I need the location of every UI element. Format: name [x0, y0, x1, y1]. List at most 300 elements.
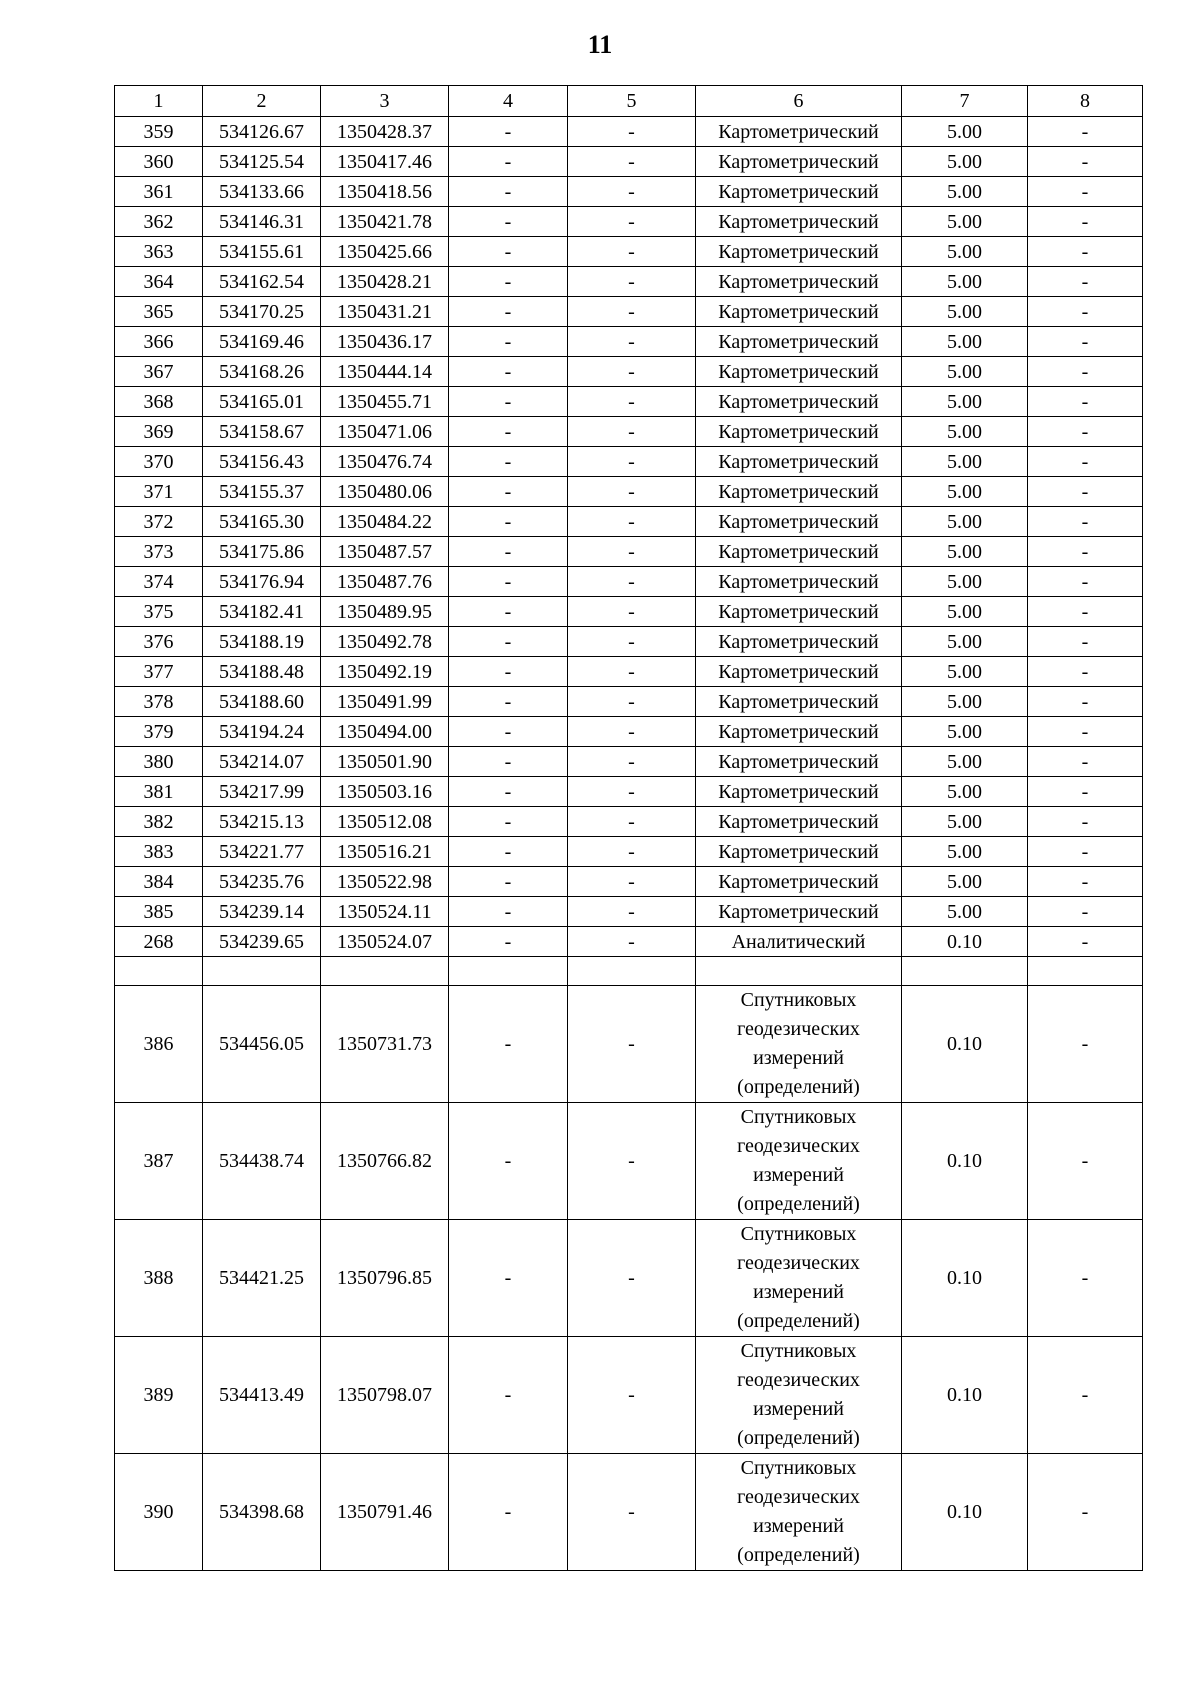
- column-4-cell: -: [449, 837, 568, 867]
- table-row: [115, 897, 1143, 927]
- column-5-cell: -: [568, 1103, 696, 1220]
- x-coordinate-cell: 534175.86: [203, 537, 321, 567]
- accuracy-cell: 5.00: [902, 147, 1028, 177]
- y-coordinate-cell: 1350492.78: [321, 627, 449, 657]
- y-coordinate-cell: 1350417.46: [321, 147, 449, 177]
- accuracy-cell: 5.00: [902, 897, 1028, 927]
- x-coordinate-cell: 534169.46: [203, 327, 321, 357]
- x-coordinate-cell: 534188.48: [203, 657, 321, 687]
- x-coordinate-cell: 534194.24: [203, 717, 321, 747]
- accuracy-cell: 0.10: [902, 1103, 1028, 1220]
- method-line: (определений): [737, 1544, 860, 1566]
- y-coordinate-cell: 1350480.06: [321, 477, 449, 507]
- method-cell: [696, 986, 902, 1103]
- column-5-cell: -: [568, 986, 696, 1103]
- empty-cell: [1028, 957, 1143, 986]
- column-4-cell: -: [449, 477, 568, 507]
- method-line: измерений: [753, 1281, 844, 1303]
- note-cell: -: [1028, 687, 1143, 717]
- note-cell: -: [1028, 927, 1143, 957]
- y-coordinate-cell: 1350487.76: [321, 567, 449, 597]
- table-row: [115, 1103, 1143, 1220]
- note-cell: -: [1028, 117, 1143, 147]
- method-line: измерений: [753, 1515, 844, 1537]
- empty-cell: [568, 957, 696, 986]
- table-row: [115, 1220, 1143, 1337]
- y-coordinate-cell: 1350516.21: [321, 837, 449, 867]
- x-coordinate-cell: 534176.94: [203, 567, 321, 597]
- accuracy-cell: 5.00: [902, 867, 1028, 897]
- method-line: измерений: [753, 1398, 844, 1420]
- note-cell: -: [1028, 297, 1143, 327]
- accuracy-cell: 5.00: [902, 717, 1028, 747]
- note-cell: -: [1028, 1103, 1143, 1220]
- y-coordinate-cell: 1350524.11: [321, 897, 449, 927]
- header-cell: 4: [449, 86, 568, 117]
- x-coordinate-cell: 534235.76: [203, 867, 321, 897]
- accuracy-cell: 5.00: [902, 657, 1028, 687]
- accuracy-cell: 5.00: [902, 387, 1028, 417]
- method-cell: [696, 1454, 902, 1571]
- x-coordinate-cell: 534158.67: [203, 417, 321, 447]
- column-5-cell: -: [568, 237, 696, 267]
- table-row: [115, 927, 1143, 957]
- note-cell: -: [1028, 327, 1143, 357]
- table-row: [115, 447, 1143, 477]
- note-cell: -: [1028, 627, 1143, 657]
- accuracy-cell: 5.00: [902, 627, 1028, 657]
- column-5-cell: -: [568, 807, 696, 837]
- y-coordinate-cell: 1350522.98: [321, 867, 449, 897]
- table-row: [115, 717, 1143, 747]
- column-4-cell: -: [449, 927, 568, 957]
- x-coordinate-cell: 534155.61: [203, 237, 321, 267]
- accuracy-cell: 0.10: [902, 927, 1028, 957]
- accuracy-cell: 5.00: [902, 327, 1028, 357]
- table-row: [115, 237, 1143, 267]
- column-4-cell: -: [449, 417, 568, 447]
- y-coordinate-cell: 1350444.14: [321, 357, 449, 387]
- method-cell: Картометрический: [696, 207, 902, 237]
- point-number-cell: 367: [115, 357, 203, 387]
- point-number-cell: 372: [115, 507, 203, 537]
- column-5-cell: -: [568, 537, 696, 567]
- x-coordinate-cell: 534182.41: [203, 597, 321, 627]
- column-5-cell: -: [568, 567, 696, 597]
- accuracy-cell: 5.00: [902, 297, 1028, 327]
- table-row: [115, 657, 1143, 687]
- table-row: [115, 507, 1143, 537]
- table-row: [115, 357, 1143, 387]
- point-number-cell: 381: [115, 777, 203, 807]
- column-4-cell: -: [449, 357, 568, 387]
- table-row: [115, 207, 1143, 237]
- note-cell: -: [1028, 1454, 1143, 1571]
- x-coordinate-cell: 534155.37: [203, 477, 321, 507]
- point-number-cell: 360: [115, 147, 203, 177]
- note-cell: -: [1028, 237, 1143, 267]
- header-cell: 6: [696, 86, 902, 117]
- column-4-cell: -: [449, 507, 568, 537]
- note-cell: -: [1028, 867, 1143, 897]
- column-5-cell: -: [568, 1220, 696, 1337]
- y-coordinate-cell: 1350791.46: [321, 1454, 449, 1571]
- header-cell: 8: [1028, 86, 1143, 117]
- column-4-cell: -: [449, 447, 568, 477]
- x-coordinate-cell: 534221.77: [203, 837, 321, 867]
- note-cell: -: [1028, 747, 1143, 777]
- column-4-cell: -: [449, 777, 568, 807]
- header-cell: 7: [902, 86, 1028, 117]
- column-4-cell: -: [449, 147, 568, 177]
- coordinates-table: [114, 85, 1143, 1571]
- point-number-cell: 366: [115, 327, 203, 357]
- note-cell: -: [1028, 837, 1143, 867]
- note-cell: -: [1028, 807, 1143, 837]
- method-cell: Картометрический: [696, 417, 902, 447]
- y-coordinate-cell: 1350418.56: [321, 177, 449, 207]
- column-4-cell: -: [449, 267, 568, 297]
- accuracy-cell: 5.00: [902, 567, 1028, 597]
- y-coordinate-cell: 1350476.74: [321, 447, 449, 477]
- point-number-cell: 359: [115, 117, 203, 147]
- table-row: [115, 147, 1143, 177]
- column-5-cell: -: [568, 447, 696, 477]
- point-number-cell: 383: [115, 837, 203, 867]
- note-cell: -: [1028, 1220, 1143, 1337]
- point-number-cell: 377: [115, 657, 203, 687]
- table-row: [115, 777, 1143, 807]
- column-4-cell: -: [449, 207, 568, 237]
- method-line: (определений): [737, 1310, 860, 1332]
- method-line: Спутниковых: [740, 1106, 857, 1128]
- note-cell: -: [1028, 567, 1143, 597]
- column-4-cell: -: [449, 1220, 568, 1337]
- y-coordinate-cell: 1350425.66: [321, 237, 449, 267]
- header-row: [115, 86, 1143, 117]
- note-cell: -: [1028, 657, 1143, 687]
- method-line: геодезических: [737, 1252, 860, 1274]
- x-coordinate-cell: 534239.14: [203, 897, 321, 927]
- method-cell: Картометрический: [696, 267, 902, 297]
- accuracy-cell: 5.00: [902, 837, 1028, 867]
- note-cell: -: [1028, 986, 1143, 1103]
- column-5-cell: -: [568, 477, 696, 507]
- column-5-cell: -: [568, 1454, 696, 1571]
- column-4-cell: -: [449, 1103, 568, 1220]
- column-5-cell: -: [568, 627, 696, 657]
- y-coordinate-cell: 1350798.07: [321, 1337, 449, 1454]
- method-cell: Картометрический: [696, 837, 902, 867]
- x-coordinate-cell: 534156.43: [203, 447, 321, 477]
- point-number-cell: 368: [115, 387, 203, 417]
- note-cell: -: [1028, 417, 1143, 447]
- method-cell: Картометрический: [696, 717, 902, 747]
- note-cell: -: [1028, 357, 1143, 387]
- accuracy-cell: 5.00: [902, 537, 1028, 567]
- column-5-cell: -: [568, 267, 696, 297]
- point-number-cell: 379: [115, 717, 203, 747]
- method-line: геодезических: [737, 1018, 860, 1040]
- column-4-cell: -: [449, 747, 568, 777]
- accuracy-cell: 5.00: [902, 687, 1028, 717]
- column-4-cell: -: [449, 897, 568, 927]
- note-cell: -: [1028, 267, 1143, 297]
- method-cell: Картометрический: [696, 537, 902, 567]
- column-4-cell: -: [449, 687, 568, 717]
- method-line: геодезических: [737, 1369, 860, 1391]
- column-4-cell: -: [449, 657, 568, 687]
- column-4-cell: -: [449, 717, 568, 747]
- point-number-cell: 385: [115, 897, 203, 927]
- column-5-cell: -: [568, 657, 696, 687]
- accuracy-cell: 0.10: [902, 1337, 1028, 1454]
- method-cell: Картометрический: [696, 657, 902, 687]
- method-cell: Картометрический: [696, 807, 902, 837]
- table-row: [115, 867, 1143, 897]
- point-number-cell: 362: [115, 207, 203, 237]
- method-line: (определений): [737, 1193, 860, 1215]
- table-row: [115, 986, 1143, 1103]
- accuracy-cell: 5.00: [902, 207, 1028, 237]
- method-cell: Картометрический: [696, 447, 902, 477]
- note-cell: -: [1028, 177, 1143, 207]
- x-coordinate-cell: 534188.60: [203, 687, 321, 717]
- point-number-cell: 378: [115, 687, 203, 717]
- column-5-cell: -: [568, 297, 696, 327]
- method-line: измерений: [753, 1047, 844, 1069]
- column-5-cell: -: [568, 927, 696, 957]
- header-cell: 2: [203, 86, 321, 117]
- y-coordinate-cell: 1350471.06: [321, 417, 449, 447]
- column-5-cell: -: [568, 717, 696, 747]
- method-cell: Картометрический: [696, 597, 902, 627]
- header-cell: 5: [568, 86, 696, 117]
- point-number-cell: 387: [115, 1103, 203, 1220]
- column-4-cell: -: [449, 387, 568, 417]
- accuracy-cell: 5.00: [902, 597, 1028, 627]
- x-coordinate-cell: 534165.30: [203, 507, 321, 537]
- empty-cell: [449, 957, 568, 986]
- x-coordinate-cell: 534165.01: [203, 387, 321, 417]
- method-line: геодезических: [737, 1486, 860, 1508]
- header-cell: 3: [321, 86, 449, 117]
- method-cell: Картометрический: [696, 477, 902, 507]
- column-4-cell: -: [449, 627, 568, 657]
- accuracy-cell: 5.00: [902, 777, 1028, 807]
- column-4-cell: -: [449, 597, 568, 627]
- empty-cell: [115, 957, 203, 986]
- column-4-cell: -: [449, 117, 568, 147]
- point-number-cell: 371: [115, 477, 203, 507]
- table-row: [115, 387, 1143, 417]
- table-row: [115, 1454, 1143, 1571]
- x-coordinate-cell: 534188.19: [203, 627, 321, 657]
- point-number-cell: 389: [115, 1337, 203, 1454]
- method-cell: Картометрический: [696, 117, 902, 147]
- accuracy-cell: 5.00: [902, 117, 1028, 147]
- point-number-cell: 380: [115, 747, 203, 777]
- x-coordinate-cell: 534239.65: [203, 927, 321, 957]
- method-cell: Картометрический: [696, 627, 902, 657]
- note-cell: -: [1028, 537, 1143, 567]
- empty-cell: [321, 957, 449, 986]
- y-coordinate-cell: 1350421.78: [321, 207, 449, 237]
- method-line: Спутниковых: [740, 1457, 857, 1479]
- method-cell: [696, 1220, 902, 1337]
- column-5-cell: -: [568, 147, 696, 177]
- accuracy-cell: 5.00: [902, 417, 1028, 447]
- page-number: 11: [587, 30, 613, 59]
- y-coordinate-cell: 1350503.16: [321, 777, 449, 807]
- note-cell: -: [1028, 387, 1143, 417]
- point-number-cell: 375: [115, 597, 203, 627]
- y-coordinate-cell: 1350428.37: [321, 117, 449, 147]
- table-row: [115, 807, 1143, 837]
- y-coordinate-cell: 1350428.21: [321, 267, 449, 297]
- y-coordinate-cell: 1350494.00: [321, 717, 449, 747]
- method-line: Спутниковых: [740, 989, 857, 1011]
- column-5-cell: -: [568, 897, 696, 927]
- method-cell: Картометрический: [696, 297, 902, 327]
- column-5-cell: -: [568, 777, 696, 807]
- y-coordinate-cell: 1350492.19: [321, 657, 449, 687]
- column-5-cell: -: [568, 357, 696, 387]
- note-cell: -: [1028, 477, 1143, 507]
- column-4-cell: -: [449, 237, 568, 267]
- method-cell: [696, 1337, 902, 1454]
- table-row: [115, 117, 1143, 147]
- x-coordinate-cell: 534126.67: [203, 117, 321, 147]
- x-coordinate-cell: 534456.05: [203, 986, 321, 1103]
- blank-row: [115, 957, 1143, 986]
- column-5-cell: -: [568, 387, 696, 417]
- empty-cell: [203, 957, 321, 986]
- column-4-cell: -: [449, 807, 568, 837]
- note-cell: -: [1028, 1337, 1143, 1454]
- x-coordinate-cell: 534215.13: [203, 807, 321, 837]
- table-row: [115, 477, 1143, 507]
- table-row: [115, 627, 1143, 657]
- method-cell: Картометрический: [696, 177, 902, 207]
- column-4-cell: -: [449, 1454, 568, 1571]
- method-cell: Картометрический: [696, 327, 902, 357]
- method-cell: Картометрический: [696, 507, 902, 537]
- y-coordinate-cell: 1350487.57: [321, 537, 449, 567]
- note-cell: -: [1028, 717, 1143, 747]
- table-row: [115, 747, 1143, 777]
- table-row: [115, 1337, 1143, 1454]
- method-cell: Картометрический: [696, 897, 902, 927]
- column-4-cell: -: [449, 1337, 568, 1454]
- method-cell: Картометрический: [696, 147, 902, 177]
- y-coordinate-cell: 1350455.71: [321, 387, 449, 417]
- method-line: (определений): [737, 1427, 860, 1449]
- table-row: [115, 597, 1143, 627]
- table-row: [115, 297, 1143, 327]
- x-coordinate-cell: 534413.49: [203, 1337, 321, 1454]
- method-line: Спутниковых: [740, 1223, 857, 1245]
- point-number-cell: 361: [115, 177, 203, 207]
- column-5-cell: -: [568, 177, 696, 207]
- method-cell: Картометрический: [696, 387, 902, 417]
- column-5-cell: -: [568, 327, 696, 357]
- x-coordinate-cell: 534125.54: [203, 147, 321, 177]
- method-cell: Картометрический: [696, 867, 902, 897]
- point-number-cell: 376: [115, 627, 203, 657]
- column-4-cell: -: [449, 567, 568, 597]
- x-coordinate-cell: 534170.25: [203, 297, 321, 327]
- method-cell: Картометрический: [696, 357, 902, 387]
- point-number-cell: 364: [115, 267, 203, 297]
- y-coordinate-cell: 1350501.90: [321, 747, 449, 777]
- point-number-cell: 386: [115, 986, 203, 1103]
- table-row: [115, 417, 1143, 447]
- column-5-cell: -: [568, 507, 696, 537]
- x-coordinate-cell: 534168.26: [203, 357, 321, 387]
- empty-cell: [902, 957, 1028, 986]
- method-line: измерений: [753, 1164, 844, 1186]
- x-coordinate-cell: 534398.68: [203, 1454, 321, 1571]
- column-4-cell: -: [449, 867, 568, 897]
- accuracy-cell: 5.00: [902, 507, 1028, 537]
- x-coordinate-cell: 534146.31: [203, 207, 321, 237]
- accuracy-cell: 5.00: [902, 267, 1028, 297]
- x-coordinate-cell: 534421.25: [203, 1220, 321, 1337]
- accuracy-cell: 5.00: [902, 237, 1028, 267]
- note-cell: -: [1028, 897, 1143, 927]
- method-line: Спутниковых: [740, 1340, 857, 1362]
- note-cell: -: [1028, 207, 1143, 237]
- method-cell: Картометрический: [696, 687, 902, 717]
- accuracy-cell: 0.10: [902, 986, 1028, 1103]
- note-cell: -: [1028, 447, 1143, 477]
- y-coordinate-cell: 1350491.99: [321, 687, 449, 717]
- accuracy-cell: 0.10: [902, 1220, 1028, 1337]
- column-4-cell: -: [449, 297, 568, 327]
- x-coordinate-cell: 534214.07: [203, 747, 321, 777]
- table-row: [115, 567, 1143, 597]
- column-5-cell: -: [568, 207, 696, 237]
- column-5-cell: -: [568, 747, 696, 777]
- y-coordinate-cell: 1350436.17: [321, 327, 449, 357]
- y-coordinate-cell: 1350484.22: [321, 507, 449, 537]
- method-cell: Аналитический: [696, 927, 902, 957]
- point-number-cell: 363: [115, 237, 203, 267]
- y-coordinate-cell: 1350731.73: [321, 986, 449, 1103]
- column-5-cell: -: [568, 117, 696, 147]
- header-cell: 1: [115, 86, 203, 117]
- accuracy-cell: 5.00: [902, 747, 1028, 777]
- y-coordinate-cell: 1350512.08: [321, 807, 449, 837]
- column-5-cell: -: [568, 1337, 696, 1454]
- method-cell: Картометрический: [696, 237, 902, 267]
- method-line: геодезических: [737, 1135, 860, 1157]
- method-cell: [696, 1103, 902, 1220]
- method-cell: Картометрический: [696, 747, 902, 777]
- table-row: [115, 327, 1143, 357]
- table-row: [115, 537, 1143, 567]
- y-coordinate-cell: 1350489.95: [321, 597, 449, 627]
- empty-cell: [696, 957, 902, 986]
- point-number-cell: 268: [115, 927, 203, 957]
- note-cell: -: [1028, 507, 1143, 537]
- point-number-cell: 369: [115, 417, 203, 447]
- y-coordinate-cell: 1350766.82: [321, 1103, 449, 1220]
- column-5-cell: -: [568, 687, 696, 717]
- accuracy-cell: 5.00: [902, 357, 1028, 387]
- x-coordinate-cell: 534438.74: [203, 1103, 321, 1220]
